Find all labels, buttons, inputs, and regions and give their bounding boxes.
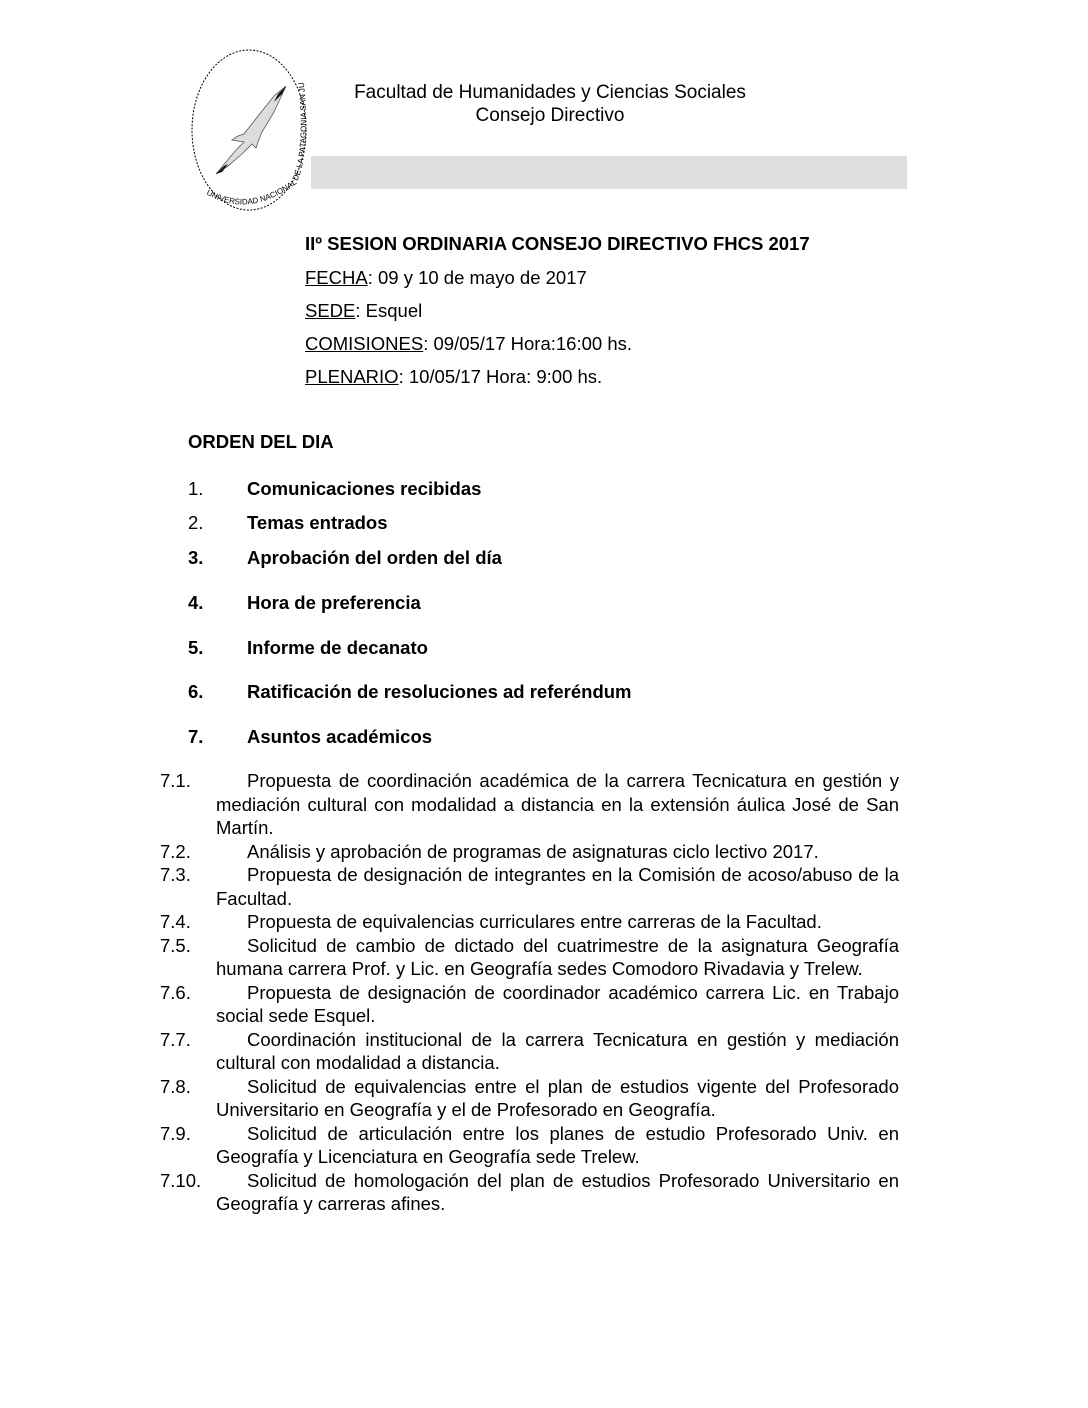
field-label: SEDE xyxy=(305,300,356,321)
item-label: Asuntos académicos xyxy=(247,726,433,747)
subitem-number: 7.3. xyxy=(160,864,191,885)
university-seal-logo xyxy=(186,44,316,216)
field-plenario xyxy=(305,366,602,388)
subitem-text: Coordinación institucional de la carrera Tecnicatura en gestión y mediación cultural con modalidad a distancia. xyxy=(216,1028,899,1073)
subitem-text: Propuesta de designación de integrantes en la Comisión de acoso/abuso de la Facultad. xyxy=(216,864,899,909)
session-title: IIº SESION ORDINARIA CONSEJO DIRECTIVO FHCS 2017 xyxy=(305,233,810,254)
field-value: : 09 y 10 de mayo de 2017 xyxy=(367,267,587,288)
subitem-text: Propuesta de designación de coordinador académico carrera Lic. en Trabajo social sede Esquel. xyxy=(216,981,899,1026)
item-number: 6. xyxy=(188,681,204,702)
subitem-text: Solicitud de cambio de dictado del cuatrimestre de la asignatura Geografía humana carrera Prof. y Lic. en Geografía sedes Comodoro Rivadavia y Trelew. xyxy=(216,934,899,979)
subitem xyxy=(160,934,899,981)
item-label: Ratificación de resoluciones ad referéndum xyxy=(247,681,632,702)
item-label: Comunicaciones recibidas xyxy=(247,478,482,499)
subitem xyxy=(160,1122,899,1169)
subitem-number: 7.1. xyxy=(160,770,191,791)
subitem-text: Solicitud de articulación entre los planes de estudio Profesorado Univ. en Geografía y Licenciatura en Geografía sede Trelew. xyxy=(216,1122,899,1167)
item-number: 4. xyxy=(188,592,204,613)
subitem xyxy=(160,1169,899,1216)
subitem-number: 7.2. xyxy=(160,840,191,862)
subitem-text: Solicitud de equivalencias entre el plan de estudios vigente del Profesorado Universitario en Geografía y el de Profesorado en Geografía. xyxy=(216,1075,899,1120)
subitem-number: 7.4. xyxy=(160,911,191,932)
item-number: 3. xyxy=(188,547,204,568)
field-fecha xyxy=(305,267,587,289)
header-gray-bar xyxy=(311,156,907,189)
subitem xyxy=(160,840,899,864)
agenda-item xyxy=(188,547,502,569)
agenda-item xyxy=(188,681,632,703)
item-number: 7. xyxy=(188,726,204,747)
faculty-name: Facultad de Humanidades y Ciencias Sociales xyxy=(354,82,746,103)
item-label: Hora de preferencia xyxy=(247,592,421,613)
subitem-number: 7.5. xyxy=(160,934,191,956)
item-label: Aprobación del orden del día xyxy=(247,547,502,568)
subitem xyxy=(160,910,899,934)
field-label: PLENARIO xyxy=(305,366,399,387)
subitem-text: Análisis y aprobación de programas de asignaturas ciclo lectivo 2017. xyxy=(247,840,819,862)
subitem-number: 7.7. xyxy=(160,1028,191,1050)
agenda-item xyxy=(188,512,388,534)
council-name: Consejo Directivo xyxy=(475,105,625,126)
field-value: : 09/05/17 Hora:16:00 hs. xyxy=(423,333,633,354)
subitem-number: 7.6. xyxy=(160,981,191,1003)
subitem-number: 7.10. xyxy=(160,1169,202,1191)
field-value: : Esquel xyxy=(355,300,423,321)
agenda-item xyxy=(188,478,481,500)
field-sede xyxy=(305,300,422,322)
subitem-number: 7.9. xyxy=(160,1122,191,1144)
seal-text: UNIVERSIDAD NACIONAL DE LA PATAGONIA SAN JU xyxy=(205,81,309,207)
svg-text:UNIVERSIDAD NACIONAL DE LA PAT xyxy=(186,44,308,206)
agenda-item xyxy=(188,637,428,659)
field-value: : 10/05/17 Hora: 9:00 hs. xyxy=(398,366,603,387)
item-number: 1. xyxy=(188,478,204,499)
subitem xyxy=(160,981,899,1028)
field-label: COMISIONES xyxy=(305,333,424,354)
item-number: 5. xyxy=(188,637,204,658)
subitem xyxy=(160,1028,899,1075)
subitem-list xyxy=(160,769,899,1216)
subitem-text: Propuesta de equivalencias curriculares entre carreras de la Facultad. xyxy=(247,911,822,932)
subitem xyxy=(160,1075,899,1122)
subitem xyxy=(160,863,899,910)
subitem-number: 7.8. xyxy=(160,1075,191,1097)
field-label: FECHA xyxy=(305,267,368,288)
field-comisiones xyxy=(305,333,632,355)
seagull-emblem-icon xyxy=(186,44,316,216)
subitem xyxy=(160,769,899,840)
agenda-item xyxy=(188,726,432,748)
item-number: 2. xyxy=(188,512,204,533)
item-label: Informe de decanato xyxy=(247,637,428,658)
agenda-item xyxy=(188,592,421,614)
item-label: Temas entrados xyxy=(247,512,388,533)
subitem-text: Propuesta de coordinación académica de la carrera Tecnicatura en gestión y mediación cultural con modalidad a distancia en la extensión áulica José de San Martín. xyxy=(216,770,899,838)
subitem-text: Solicitud de homologación del plan de estudios Profesorado Universitario en Geografía y carreras afines. xyxy=(216,1169,899,1214)
agenda-heading: ORDEN DEL DIA xyxy=(188,431,334,452)
